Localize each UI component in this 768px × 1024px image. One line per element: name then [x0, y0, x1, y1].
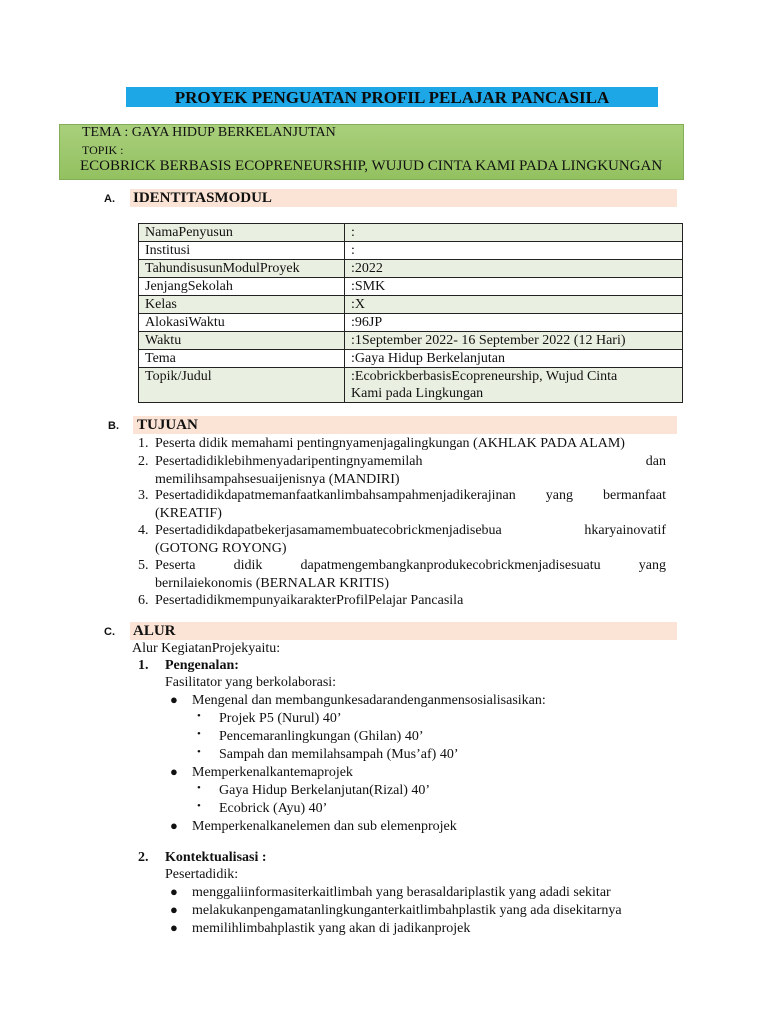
list-text: Pesertadidikdapatbekerjasamamembuatecobrickmenjadisebua [155, 523, 502, 538]
table-row [139, 368, 683, 403]
bullet-icon: ● [170, 818, 178, 833]
section-b-title: TUJUAN [137, 417, 198, 433]
list-text: memilihsampahsesuaijenisnya (MANDIRI) [155, 471, 400, 487]
bullet-text: Sampah dan memilahsampah (Mus’af) 40’ [219, 747, 459, 762]
list-text: Peserta didik memahami pentingnyamenjagalingkungan (AKHLAK PADA ALAM) [155, 436, 625, 451]
tema-line: TEMA : GAYA HIDUP BERKELANJUTAN [82, 125, 336, 140]
bullet-icon: ● [170, 692, 178, 707]
list-number: 5. [138, 558, 149, 573]
section-a-letter: A. [104, 193, 115, 205]
bullet-icon: ● [170, 884, 178, 899]
table-row [139, 314, 683, 332]
bullet-icon: ● [170, 902, 178, 917]
list-text: (GOTONG ROYONG) [155, 540, 287, 556]
bullet-text: Memperkenalkantemaprojek [192, 765, 353, 780]
row-label: Kelas [139, 296, 345, 314]
topik-text: ECOBRICK BERBASIS ECOPRENEURSHIP, WUJUD CINTA KAMI PADA LINGKUNGAN [80, 158, 663, 174]
row-value: : [345, 224, 683, 242]
table-row [139, 224, 683, 242]
row-label: Topik/Judul [139, 368, 345, 403]
list-text: bermanfaat [603, 488, 666, 503]
bullet-text: Pencemaranlingkungan (Ghilan) 40’ [219, 729, 424, 744]
section-c-title: ALUR [133, 623, 176, 639]
list-number: 2. [138, 454, 149, 469]
list-text: Pesertadidikdapatmemanfaatkanlimbahsampahmenjadikerajinan [155, 488, 516, 503]
topik-label: TOPIK : [82, 143, 124, 157]
list-number: 3. [138, 488, 149, 503]
step-title: Pengenalan: [165, 658, 239, 673]
list-text: yang [545, 488, 573, 503]
step-number: 1. [138, 658, 149, 673]
bullet-text: memilihlimbahplastik yang akan di jadikanprojek [192, 921, 471, 936]
table-row [139, 242, 683, 260]
bullet-icon: • [197, 710, 201, 722]
section-c-header [130, 622, 677, 640]
bullet-text: Projek P5 (Nurul) 40’ [219, 711, 342, 726]
row-value: : [345, 242, 683, 260]
row-value [345, 368, 683, 403]
page-title: PROYEK PENGUATAN PROFIL PELAJAR PANCASILA [126, 87, 658, 107]
row-label: TahundisusunModulProyek [139, 260, 345, 278]
row-value: :2022 [345, 260, 683, 278]
row-value: :SMK [345, 278, 683, 296]
bullet-text: Memperkenalkanelemen dan sub elemenprojek [192, 819, 457, 834]
list-text: Peserta [155, 558, 196, 573]
table-row [139, 260, 683, 278]
bullet-text: Mengenal dan membangunkesadarandenganmensosialisasikan: [192, 693, 546, 708]
table-row [139, 278, 683, 296]
table-row [139, 296, 683, 314]
tema-box [59, 124, 684, 180]
row-label: Institusi [139, 242, 345, 260]
list-text: (KREATIF) [155, 505, 222, 521]
bullet-icon: • [197, 782, 201, 794]
bullet-text: Ecobrick (Ayu) 40’ [219, 801, 328, 816]
row-label: Tema [139, 350, 345, 368]
row-value-line1: :EcobrickberbasisEcopreneurship, Wujud Cinta [351, 369, 618, 384]
list-text: bernilaiekonomis (BERNALAR KRITIS) [155, 575, 390, 591]
row-value: :1September 2022- 16 September 2022 (12 Hari) [345, 332, 683, 350]
list-text: PesertadidikmempunyaikarakterProfilPelajar Pancasila [155, 593, 464, 608]
bullet-text: Gaya Hidup Berkelanjutan(Rizal) 40’ [219, 783, 431, 798]
row-value: :96JP [345, 314, 683, 332]
step-title: Kontektualisasi : [165, 850, 267, 865]
list-text: dan [645, 454, 666, 469]
alur-intro: Alur KegiatanProjekyaitu: [132, 641, 281, 656]
bullet-icon: • [197, 746, 201, 758]
step-subtitle: Pesertadidik: [165, 867, 239, 882]
row-label: NamaPenyusun [139, 224, 345, 242]
identity-table [138, 223, 683, 403]
section-c-letter: C. [104, 626, 115, 638]
section-b-letter: B. [108, 420, 119, 432]
row-label: Waktu [139, 332, 345, 350]
bullet-icon: • [197, 800, 201, 812]
list-number: 1. [138, 436, 149, 451]
section-b-header [133, 416, 677, 434]
section-a-header [130, 189, 677, 207]
list-text: didik [233, 558, 263, 573]
row-value: :X [345, 296, 683, 314]
bullet-text: menggaliinformasiterkaitlimbah yang berasaldariplastik yang adadi sekitar [192, 885, 611, 900]
row-value: :Gaya Hidup Berkelanjutan [345, 350, 683, 368]
list-number: 6. [138, 593, 149, 608]
list-text: Pesertadidiklebihmenyadaripentingnyamemilah [155, 454, 423, 469]
table-row [139, 332, 683, 350]
list-text: hkaryainovatif [584, 523, 666, 538]
bullet-icon: ● [170, 764, 178, 779]
section-a-title: IDENTITASMODUL [133, 190, 272, 206]
row-label: JenjangSekolah [139, 278, 345, 296]
step-subtitle: Fasilitator yang berkolaborasi: [165, 675, 337, 690]
list-text: yang [638, 558, 666, 573]
bullet-icon: ● [170, 920, 178, 935]
row-value-line2: Kami pada Lingkungan [351, 386, 484, 401]
list-text: dapatmengembangkanprodukecobrickmenjadisesuatu [300, 558, 601, 573]
list-number: 4. [138, 523, 149, 538]
row-label: AlokasiWaktu [139, 314, 345, 332]
step-number: 2. [138, 850, 149, 865]
bullet-text: melakukanpengamatanlingkunganterkaitlimbahplastik yang ada disekitarnya [192, 903, 622, 918]
bullet-icon: • [197, 728, 201, 740]
table-row [139, 350, 683, 368]
